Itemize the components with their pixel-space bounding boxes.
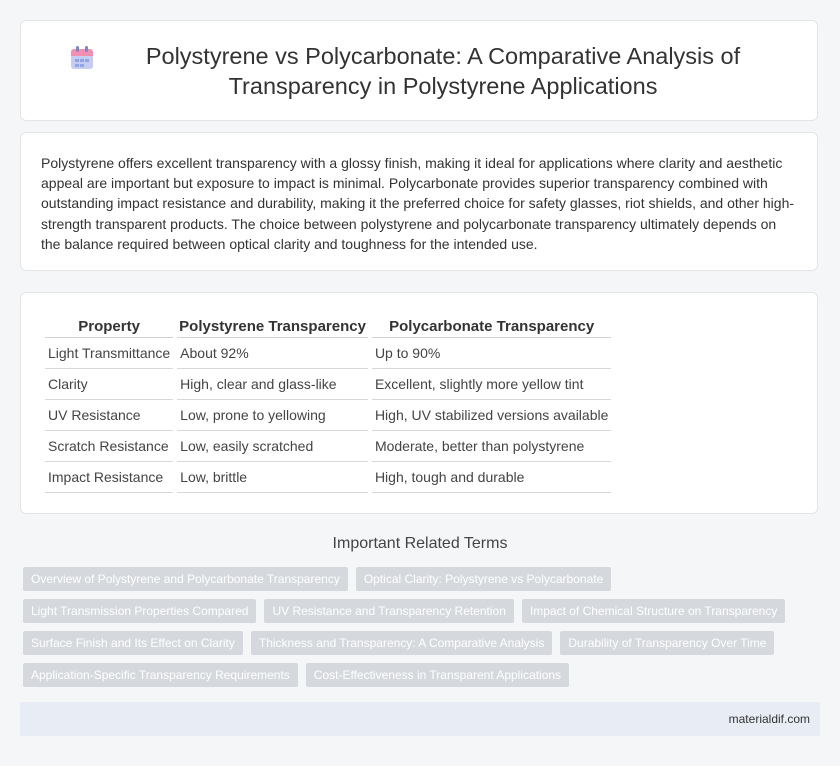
related-term-tag[interactable]: Impact of Chemical Structure on Transparency <box>522 599 785 623</box>
table-cell: Impact Resistance <box>45 462 173 493</box>
related-term-tag[interactable]: Application-Specific Transparency Requirements <box>23 663 298 687</box>
table-row <box>45 462 611 493</box>
header-polystyrene: Polystyrene Transparency <box>177 315 368 338</box>
intro-card <box>20 132 818 271</box>
table-cell: Moderate, better than polystyrene <box>372 431 611 462</box>
related-term-tag[interactable]: Surface Finish and Its Effect on Clarity <box>23 631 243 655</box>
table-header-row <box>45 315 611 338</box>
table-cell: Low, easily scratched <box>177 431 368 462</box>
table-cell: High, clear and glass-like <box>177 369 368 400</box>
table-row <box>45 400 611 431</box>
table-cell: Low, prone to yellowing <box>177 400 368 431</box>
tag-row <box>23 599 823 623</box>
related-term-tag[interactable]: Optical Clarity: Polystyrene vs Polycarbonate <box>356 567 611 591</box>
table-row <box>45 431 611 462</box>
table-cell: High, tough and durable <box>372 462 611 493</box>
header-polycarbonate: Polycarbonate Transparency <box>372 315 611 338</box>
intro-paragraph: Polystyrene offers excellent transparency with a glossy finish, making it ideal for applications where clarity and aesthetic appeal are important but exposure to impact is minimal. Polycarbonate provides superior transparency combined with outstanding impact resistance and durability, making it the preferred choice for safety glasses, riot shields, and other high-strength transparent products. The choice between polystyrene and polycarbonate transparency ultimately depends on the balance required between optical clarity and toughness for the intended use. <box>41 155 795 252</box>
table-row <box>45 338 611 369</box>
related-term-tag[interactable]: Overview of Polystyrene and Polycarbonate Transparency <box>23 567 348 591</box>
table-row <box>45 369 611 400</box>
table-cell: High, UV stabilized versions available <box>372 400 611 431</box>
related-term-tag[interactable]: UV Resistance and Transparency Retention <box>264 599 513 623</box>
related-term-tag[interactable]: Cost-Effectiveness in Transparent Applications <box>306 663 569 687</box>
page-title: Polystyrene vs Polycarbonate: A Comparative Analysis of Transparency in Polystyrene Applications <box>145 42 741 99</box>
table-cell: Excellent, slightly more yellow tint <box>372 369 611 400</box>
table-cell: Scratch Resistance <box>45 431 173 462</box>
comparison-table <box>41 315 615 493</box>
title-card <box>20 20 818 121</box>
table-cell: Clarity <box>45 369 173 400</box>
title-wrap <box>69 41 769 101</box>
comparison-card <box>20 292 818 514</box>
table-cell: About 92% <box>177 338 368 369</box>
related-terms-tags <box>23 567 823 695</box>
header-property: Property <box>45 315 173 338</box>
tag-row <box>23 663 823 687</box>
related-term-tag[interactable]: Durability of Transparency Over Time <box>560 631 774 655</box>
related-term-tag[interactable]: Light Transmission Properties Compared <box>23 599 256 623</box>
table-cell: Up to 90% <box>372 338 611 369</box>
calendar-icon <box>69 45 95 71</box>
table-cell: Light Transmittance <box>45 338 173 369</box>
tag-row <box>23 567 823 591</box>
footer-site-link[interactable]: materialdif.com <box>728 712 810 726</box>
tag-row <box>23 631 823 655</box>
footer <box>20 702 820 736</box>
related-term-tag[interactable]: Thickness and Transparency: A Comparative Analysis <box>251 631 552 655</box>
table-cell: Low, brittle <box>177 462 368 493</box>
related-terms-heading: Important Related Terms <box>332 535 508 552</box>
table-cell: UV Resistance <box>45 400 173 431</box>
